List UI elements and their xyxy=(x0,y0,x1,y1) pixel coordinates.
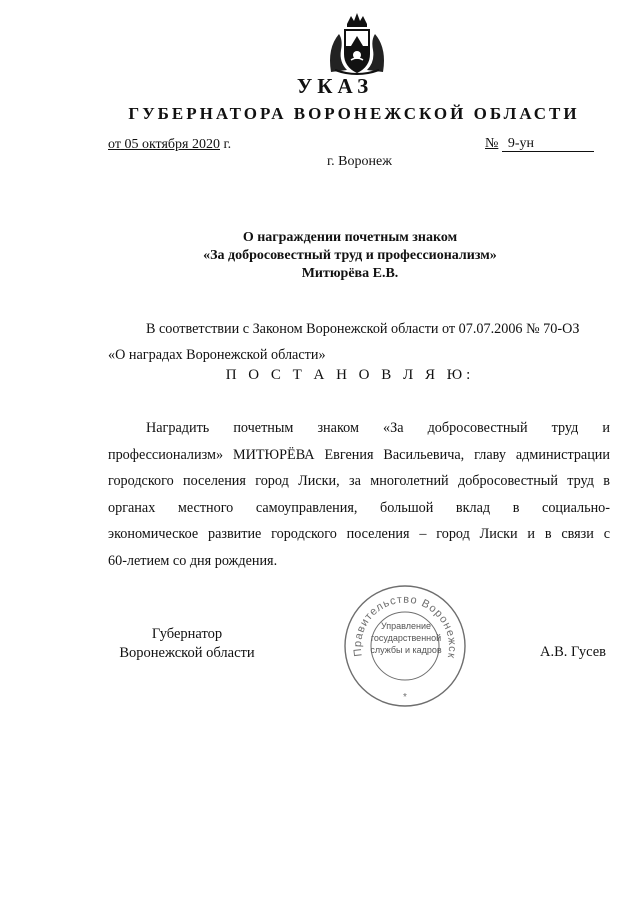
signatory-name: А.В. Гусев xyxy=(540,644,606,660)
number-label: № xyxy=(485,136,499,151)
date-suffix: г. xyxy=(223,137,232,152)
body-line: Наградить почетным знаком «За добросовестный труд и xyxy=(146,420,610,436)
signatory-title xyxy=(112,625,262,663)
stamp-inner-line: службы и кадров xyxy=(370,645,442,655)
stamp-ring-text: Правительство Воронежск xyxy=(351,593,459,661)
basis-line: В соответствии с Законом Воронежской области от 07.07.2006 № 70-ОЗ xyxy=(146,321,580,337)
body-line: органах местного самоуправления, большой вклад в социально- xyxy=(108,499,610,516)
basis-line: «О наградах Воронежской области» xyxy=(108,347,326,363)
signatory-title-line: Губернатор xyxy=(151,626,223,642)
subject-line: О награждении почетным знаком xyxy=(242,230,458,245)
subject-line: Митюрёва Е.В. xyxy=(301,266,399,281)
signatory-title-line: Воронежской области xyxy=(119,645,255,661)
body-line: городского поселения город Лиски, за многолетний добросовестный труд в xyxy=(108,473,610,489)
stamp-inner-text xyxy=(370,620,442,656)
decree-subject xyxy=(0,229,640,283)
stamp-inner-line: Управление xyxy=(380,621,432,631)
decree-date xyxy=(108,137,231,153)
date-prefix: от xyxy=(108,137,121,152)
document-title: УКАЗ xyxy=(296,74,374,98)
svg-text:*: * xyxy=(403,692,407,703)
document-issuer: ГУБЕРНАТОРА ВОРОНЕЖСКОЙ ОБЛАСТИ xyxy=(128,104,580,123)
date-value: 05 октября 2020 xyxy=(124,137,220,152)
decree-word: П О С Т А Н О В Л Я Ю: xyxy=(225,367,475,383)
body-line: профессионализм» МИТЮРЁВА Евгения Васильевича, главу администрации xyxy=(108,446,610,463)
voronezh-coat-of-arms-icon xyxy=(325,10,389,76)
stamp-inner-line: государственной xyxy=(370,633,442,643)
body-line: 60-летием со дня рождения. xyxy=(108,552,278,569)
legal-basis xyxy=(108,316,610,368)
subject-line: «За добросовестный труд и профессионализм» xyxy=(203,248,497,263)
decree-body xyxy=(108,415,610,574)
number-value: 9-ун xyxy=(502,137,594,152)
issue-city: г. Воронеж xyxy=(327,154,392,169)
official-stamp xyxy=(340,582,470,710)
body-line: экономическое развитие городского поселения – город Лиски и в связи с xyxy=(108,526,610,542)
decree-number xyxy=(485,136,594,152)
